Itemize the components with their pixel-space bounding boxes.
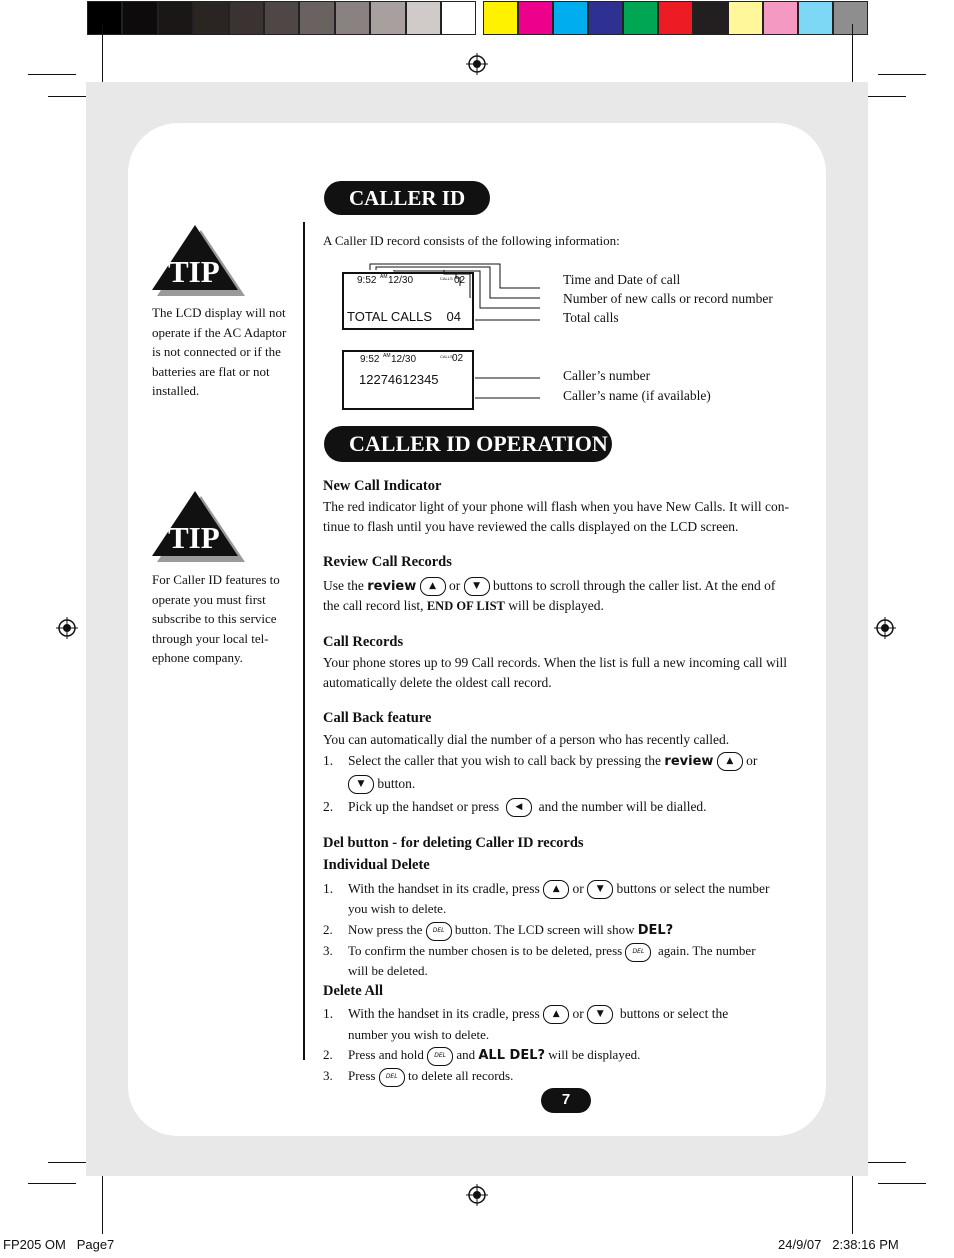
color-swatch	[763, 1, 798, 35]
gray-swatch	[370, 1, 405, 35]
callout-label: Total calls	[563, 310, 619, 325]
up-arrow-button-icon: ▲	[717, 752, 743, 771]
up-arrow-button-icon: ▲	[420, 577, 446, 596]
heading-new-call-indicator: New Call Indicator	[323, 478, 442, 494]
up-arrow-button-icon: ▲	[543, 880, 569, 899]
page-number: 7	[561, 1091, 571, 1108]
heading-review-call-records: Review Call Records	[323, 554, 452, 570]
color-swatch	[588, 1, 623, 35]
color-swatch	[623, 1, 658, 35]
crop-mark	[28, 1183, 76, 1184]
call-records-text: Your phone stores up to 99 Call records. When the list is full a new incoming call will automatically delete the oldest call record.	[323, 655, 788, 690]
gray-swatch	[122, 1, 157, 35]
gray-swatch	[158, 1, 193, 35]
color-swatch	[553, 1, 588, 35]
lcd-display-example: 9:52 AM 12/30 CALLS 02 12274612345	[342, 350, 474, 410]
crop-mark	[48, 1162, 86, 1163]
footer-right: 24/9/07 2:38:16 PM	[778, 1237, 899, 1252]
down-arrow-button-icon: ▼	[587, 880, 613, 899]
review-text-line2: the call record list, END OF LIST will be displayed.	[323, 598, 604, 613]
color-swatch	[693, 1, 728, 35]
gray-swatch	[264, 1, 299, 35]
crop-mark	[28, 74, 76, 75]
crop-mark	[868, 1162, 906, 1163]
crop-mark	[852, 24, 853, 82]
crop-mark	[102, 1176, 103, 1234]
down-arrow-button-icon: ▼	[464, 577, 490, 596]
crop-mark	[48, 96, 86, 97]
lcd-display-example: 9:52 AM 12/30 CALLS 02 TOTAL CALLS 04	[342, 272, 474, 330]
del-button-icon: DEL	[426, 922, 452, 941]
heading-call-back-feature: Call Back feature	[323, 710, 432, 726]
gray-swatch	[441, 1, 476, 35]
callout-label: Caller’s name (if available)	[563, 388, 711, 403]
callout-label: Time and Date of call	[563, 272, 681, 287]
registration-mark-icon	[466, 1184, 488, 1206]
tip-text: For Caller ID features to operate you must first subscribe to this service through your local tel-ephone company.	[152, 572, 280, 665]
review-text: Use the review ▲ or ▼ buttons to scroll through the caller list. At the end of	[323, 576, 803, 597]
footer-left: FP205 OM Page7	[3, 1237, 115, 1252]
del-button-icon: DEL	[625, 943, 651, 962]
intro-text: A Caller ID record consists of the following information:	[323, 233, 620, 248]
up-arrow-button-icon: ▲	[543, 1005, 569, 1024]
call-back-text: You can automatically dial the number of a person who has recently called.	[323, 732, 730, 747]
registration-mark-icon	[466, 53, 488, 75]
color-swatch	[798, 1, 833, 35]
section-title-caller-id: CALLER ID	[324, 181, 490, 215]
gray-swatch	[229, 1, 264, 35]
talk-button-icon: ◀	[506, 798, 532, 817]
registration-mark-icon	[56, 617, 78, 639]
tip-label: TIP	[168, 520, 220, 555]
heading-del-button: Del button - for deleting Caller ID records	[323, 835, 584, 851]
tip-text: The LCD display will not operate if the AC Adaptor is not connected or if the batteries are flat or not installed.	[152, 305, 287, 398]
gray-swatch	[87, 1, 122, 35]
down-arrow-button-icon: ▼	[587, 1005, 613, 1024]
section-title-caller-id-operation: CALLER ID OPERATION	[324, 426, 612, 462]
callout-label: Number of new calls or record number	[563, 291, 773, 306]
crop-mark	[868, 96, 906, 97]
gray-swatch	[299, 1, 334, 35]
del-button-icon: DEL	[379, 1068, 405, 1087]
heading-individual-delete: Individual Delete	[323, 857, 430, 873]
color-swatch	[728, 1, 763, 35]
crop-mark	[102, 24, 103, 82]
gray-swatch	[193, 1, 228, 35]
crop-mark	[878, 74, 926, 75]
heading-call-records: Call Records	[323, 634, 404, 650]
color-swatch	[518, 1, 553, 35]
heading-delete-all: Delete All	[323, 983, 383, 999]
crop-mark	[852, 1176, 853, 1234]
color-swatch	[658, 1, 693, 35]
callout-lines	[340, 258, 570, 418]
callout-label: Caller’s number	[563, 368, 651, 383]
page-number-badge	[541, 1088, 591, 1113]
gray-swatch	[335, 1, 370, 35]
tip-label: TIP	[168, 254, 220, 289]
del-button-icon: DEL	[427, 1047, 453, 1066]
gray-swatch	[406, 1, 441, 35]
color-swatch	[483, 1, 518, 35]
new-call-text: The red indicator light of your phone will flash when you have New Calls. It will con-tinue to flash until you have reviewed the calls displayed on the LCD screen.	[323, 499, 790, 534]
crop-mark	[878, 1183, 926, 1184]
column-divider	[303, 222, 305, 1060]
color-swatch	[833, 1, 868, 35]
down-arrow-button-icon: ▼	[348, 775, 374, 794]
registration-mark-icon	[874, 617, 896, 639]
